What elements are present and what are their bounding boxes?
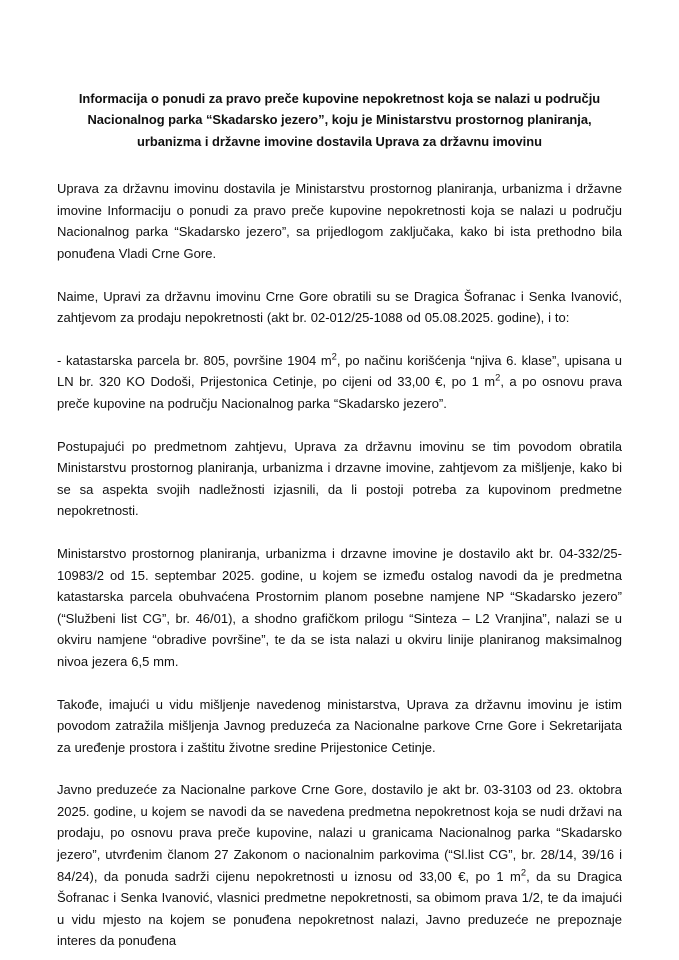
paragraph-parcel-details: - katastarska parcela br. 805, površine 1904 $m^2$, po načinu korišćenja “njiva 6. klase”, upisana u LN br. 320 KO Dodoši, Prijestonica Cetinje, po cijeni od 33,00 €, po 1 $m^2$, a po osnovu prava preče kupovine na području Nacionalnog parka “Skadarsko jezero”. [57,351,622,411]
document-body [57,178,622,952]
paragraph-additional-opinions: Takođe, imajući u vidu mišljenje navedenog ministarstva, Uprava za državnu imovinu je istim povodom zatražila mišljenja Javnog preduzeća za Nacionalne parkove Crne Gore i Sekretarijata za uređenje prostora i zaštitu životne sredine Prijestonice Cetinje. [57,696,622,755]
paragraph-request: Naime, Upravi za državnu imovinu Crne Gore obratili su se Dragica Šofranac i Senka Ivanović, zahtjevom za prodaju nepokretnosti (akt br. 02-012/25-1088 od 05.08.2025. godine), i to: [57,288,622,326]
paragraph-national-parks-response: Javno preduzeće za Nacionalne parkove Crne Gore, dostavilo je akt br. 03-3103 od 23. oktobra 2025. godine, u kojem se navodi da se navedena predmetna nepokretnost koja se nudi državi na prodaju, po osnovu prava preče kupovine, nalazi u granicama Nacionalnog parka “Skadarsko jezero”, utvrđenim članom 27 Zakonom o nacionalnim parkovima (“Sl.list CG”, br. 28/14, 39/16 i 84/24), da ponuda sadrži cijenu nepokretnosti u iznosu od 33,00 €, po 1 $m^2$, da su Dragica Šofranac i Senka Ivanović, vlasnici predmetne nepokretnosti, sa obimom prava 1/2, te da imajući u vidu mjesto na kojem se ponuđena nepokretnost nalazi, Javno preduzeće ne prepoznaje interes da ponuđena [57,782,622,949]
page-title: Informacija o ponudi za pravo preče kupovine nepokretnost koja se nalazi u području Nacionalnog parka “Skadarsko jezero”, koju je Ministarstvu prostornog planiranja, urbanizma i državne imovine dostavila Uprava za državnu imovinu [78,91,601,149]
paragraph-intro: Uprava za državnu imovinu dostavila je Ministarstvu prostornog planiranja, urbanizma i državne imovine Informaciju o ponudi za pravo preče kupovine nepokretnosti koja se nalazi u području Nacionalnog parka “Skadarsko jezero”, sa prijedlogom zaključaka, kako bi ista prethodno bila ponuđena Vladi Crne Gore. [57,181,622,261]
paragraph-ministry-opinion: Ministarstvo prostornog planiranja, urbanizma i drzavne imovine je dostavilo akt br. 04-332/25-10983/2 od 15. septembar 2025. godine, u kojem se između ostalog navodi da je predmetna katastarska parcela obuhvaćena Prostornim planom posebne namjene NP “Skadarsko jezero” (“Službeni list CG”, br. 46/01), a shodno grafičkom prilogu “Sinteza – L2 Vranjina”, nalazi se u okviru namjene “obradive površine”, te da se ista nalazi u okviru linije planiranog maksimalnog nivoa jezera 6,5 mm. [57,545,622,669]
paragraph-procedure: Postupajući po predmetnom zahtjevu, Uprava za državnu imovinu se tim povodom obratila Ministarstvu prostornog planiranja, urbanizma i drzavne imovine, zahtjevom za mišljenje, kako bi se sa aspekta svojih nadležnosti izjasnili, da li postoji potreba za kupovinom predmetne nepokretnosti. [57,438,622,519]
